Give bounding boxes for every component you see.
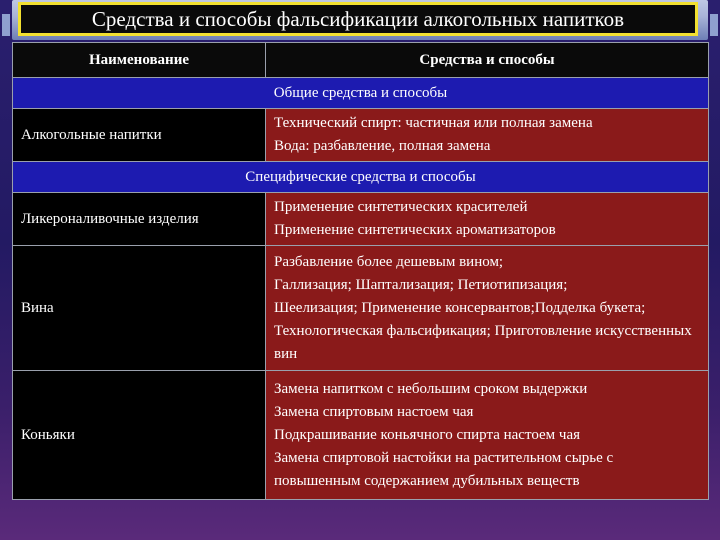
means-item: Вода: разбавление, полная замена — [274, 138, 491, 154]
means-cell — [266, 246, 709, 371]
means-item: Подкрашивание коньячного спирта настоем чая — [274, 426, 580, 443]
means-item: Шеелизация; Применение консервантов;Подделка букета; Технологическая фальсификация; Приготовление искусственных вин — [274, 299, 692, 362]
product-name: Ликероналивочные изделия — [13, 193, 266, 246]
means-cell — [266, 371, 709, 500]
means-item: Применение синтетических красителей — [274, 199, 528, 215]
means-item: Замена спиртовой настойки на растительном сырье с повышенным содержанием дубильных веществ — [274, 449, 614, 489]
product-name: Коньяки — [13, 371, 266, 500]
product-name: Вина — [13, 246, 266, 371]
means-item: Разбавление более дешевым вином; — [274, 253, 504, 270]
section-row-specific — [13, 162, 709, 193]
table-header-row — [13, 43, 709, 78]
banner-left-accent — [2, 14, 10, 36]
header-name-column: Наименование — [13, 43, 266, 78]
table-row — [13, 246, 709, 371]
means-item: Галлизация; Шаптализация; Петиотипизация; — [274, 276, 568, 293]
section-label: Специфические средства и способы — [13, 162, 709, 193]
table-row — [13, 193, 709, 246]
slide-title: Средства и способы фальсификации алкогольных напитков — [18, 2, 698, 36]
means-item: Замена напитком с небольшим сроком выдержки — [274, 380, 588, 397]
product-name: Алкогольные напитки — [13, 109, 266, 162]
means-item: Замена спиртовым настоем чая — [274, 403, 474, 420]
means-item: Применение синтетических ароматизаторов — [274, 222, 556, 238]
table-row — [13, 371, 709, 500]
table-row — [13, 109, 709, 162]
means-cell — [266, 109, 709, 162]
means-item: Технический спирт: частичная или полная замена — [274, 115, 593, 131]
section-row-general — [13, 78, 709, 109]
banner-right-accent — [710, 14, 718, 36]
falsification-table — [12, 42, 709, 500]
section-label: Общие средства и способы — [13, 78, 709, 109]
means-cell — [266, 193, 709, 246]
header-means-column: Средства и способы — [266, 43, 709, 78]
